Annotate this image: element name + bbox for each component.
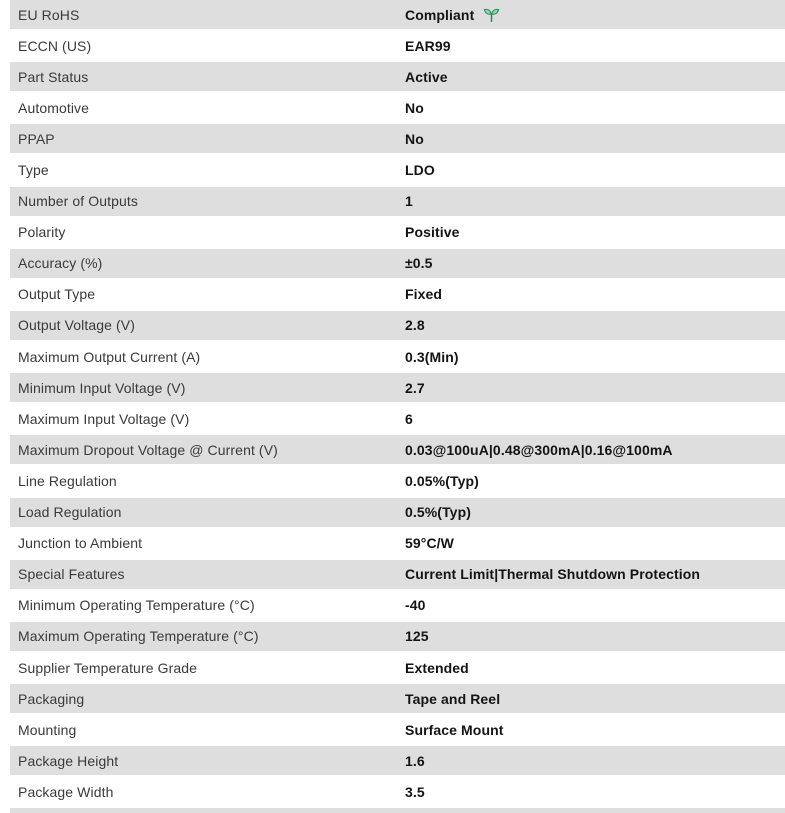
spec-row	[10, 155, 785, 186]
spec-label: Minimum Input Voltage (V)	[18, 379, 186, 396]
spec-value	[405, 442, 785, 458]
spec-value-text: Fixed	[405, 286, 443, 303]
spec-label: Maximum Output Current (A)	[18, 348, 201, 365]
spec-row	[10, 684, 785, 715]
spec-label: Polarity	[18, 224, 66, 241]
spec-label: Maximum Operating Temperature (°C)	[18, 628, 259, 645]
spec-value-text: No	[405, 99, 424, 116]
rohs-leaf-icon[interactable]	[483, 6, 500, 23]
spec-label: Number of Outputs	[18, 193, 138, 210]
spec-value	[405, 100, 785, 116]
spec-value	[405, 628, 785, 644]
spec-label: Special Features	[18, 566, 125, 583]
spec-value-text: 59°C/W	[405, 535, 454, 552]
spec-value	[405, 286, 785, 302]
spec-label: PPAP	[18, 130, 55, 147]
spec-value	[405, 349, 785, 365]
spec-value-text: 3.5	[405, 783, 425, 800]
spec-row	[10, 435, 785, 466]
spec-label: Supplier Temperature Grade	[18, 659, 197, 676]
spec-value	[405, 380, 785, 396]
spec-row	[10, 249, 785, 280]
spec-row	[10, 560, 785, 591]
spec-value-text: Surface Mount	[405, 721, 504, 738]
spec-row	[10, 31, 785, 62]
spec-value	[405, 317, 785, 333]
spec-value-text: Current Limit|Thermal Shutdown Protection	[405, 566, 701, 583]
spec-label: EU RoHS	[18, 6, 80, 23]
spec-row	[10, 124, 785, 155]
spec-value-text: ±0.5	[405, 255, 433, 272]
spec-label: Maximum Dropout Voltage @ Current (V)	[18, 441, 278, 458]
spec-row	[10, 622, 785, 653]
spec-value-text: 1	[405, 193, 413, 210]
spec-value	[405, 411, 785, 427]
spec-value-text: No	[405, 130, 424, 147]
spec-value-text: 0.03@100uA|0.48@300mA|0.16@100mA	[405, 441, 673, 458]
spec-row	[10, 591, 785, 622]
spec-value-text: 2.7	[405, 379, 425, 396]
spec-value	[405, 566, 785, 582]
spec-row	[10, 280, 785, 311]
spec-row	[10, 93, 785, 124]
spec-value	[405, 131, 785, 147]
spec-row	[10, 715, 785, 746]
spec-label: Package Width	[18, 783, 114, 800]
spec-row	[10, 746, 785, 777]
spec-value-text: 125	[405, 628, 429, 645]
spec-value	[405, 162, 785, 178]
spec-value-text: Compliant	[405, 6, 475, 23]
spec-value-text: 0.3(Min)	[405, 348, 459, 365]
spec-row	[10, 373, 785, 404]
spec-row	[10, 466, 785, 497]
spec-row	[10, 529, 785, 560]
spec-value	[405, 193, 785, 209]
spec-row	[10, 653, 785, 684]
spec-label: Automotive	[18, 99, 90, 116]
spec-row	[10, 311, 785, 342]
spec-value-text: -40	[405, 597, 426, 614]
spec-value	[405, 38, 785, 54]
spec-row	[10, 777, 785, 808]
spec-label: Output Voltage (V)	[18, 317, 135, 334]
spec-label: Maximum Input Voltage (V)	[18, 410, 190, 427]
spec-value-text: Positive	[405, 224, 460, 241]
spec-value	[405, 255, 785, 271]
spec-value-text: EAR99	[405, 37, 451, 54]
spec-value-text: 6	[405, 410, 413, 427]
spec-label: Output Type	[18, 286, 96, 303]
spec-label: Part Status	[18, 68, 89, 85]
spec-label: Type	[18, 162, 49, 179]
spec-value-text: Active	[405, 68, 448, 85]
spec-value	[405, 753, 785, 769]
spec-row	[10, 62, 785, 93]
spec-value	[405, 504, 785, 520]
spec-value	[405, 6, 785, 23]
spec-row	[10, 404, 785, 435]
spec-value	[405, 69, 785, 85]
spec-label: Line Regulation	[18, 472, 117, 489]
spec-row	[10, 0, 785, 31]
spec-value-text: 0.5%(Typ)	[405, 504, 471, 521]
spec-value-text: LDO	[405, 162, 435, 179]
spec-value	[405, 535, 785, 551]
spec-row	[10, 187, 785, 218]
spec-value-text: 2.8	[405, 317, 425, 334]
spec-value	[405, 224, 785, 240]
spec-value	[405, 597, 785, 613]
spec-label: Minimum Operating Temperature (°C)	[18, 597, 255, 614]
spec-row	[10, 218, 785, 249]
spec-value-text: 0.05%(Typ)	[405, 472, 479, 489]
spec-label: Mounting	[18, 721, 77, 738]
spec-label: Packaging	[18, 690, 85, 707]
spec-label: Junction to Ambient	[18, 535, 143, 552]
spec-label: ECCN (US)	[18, 37, 92, 54]
spec-row-partial	[10, 808, 785, 813]
spec-label: Accuracy (%)	[18, 255, 103, 272]
spec-label: Package Height	[18, 752, 119, 769]
spec-value-text: Extended	[405, 659, 469, 676]
spec-value	[405, 691, 785, 707]
spec-label: Load Regulation	[18, 504, 122, 521]
spec-value	[405, 784, 785, 800]
spec-value-text: 1.6	[405, 752, 425, 769]
spec-value	[405, 660, 785, 676]
spec-value	[405, 722, 785, 738]
spec-row	[10, 498, 785, 529]
spec-value	[405, 473, 785, 489]
spec-row	[10, 342, 785, 373]
spec-value-text: Tape and Reel	[405, 690, 501, 707]
